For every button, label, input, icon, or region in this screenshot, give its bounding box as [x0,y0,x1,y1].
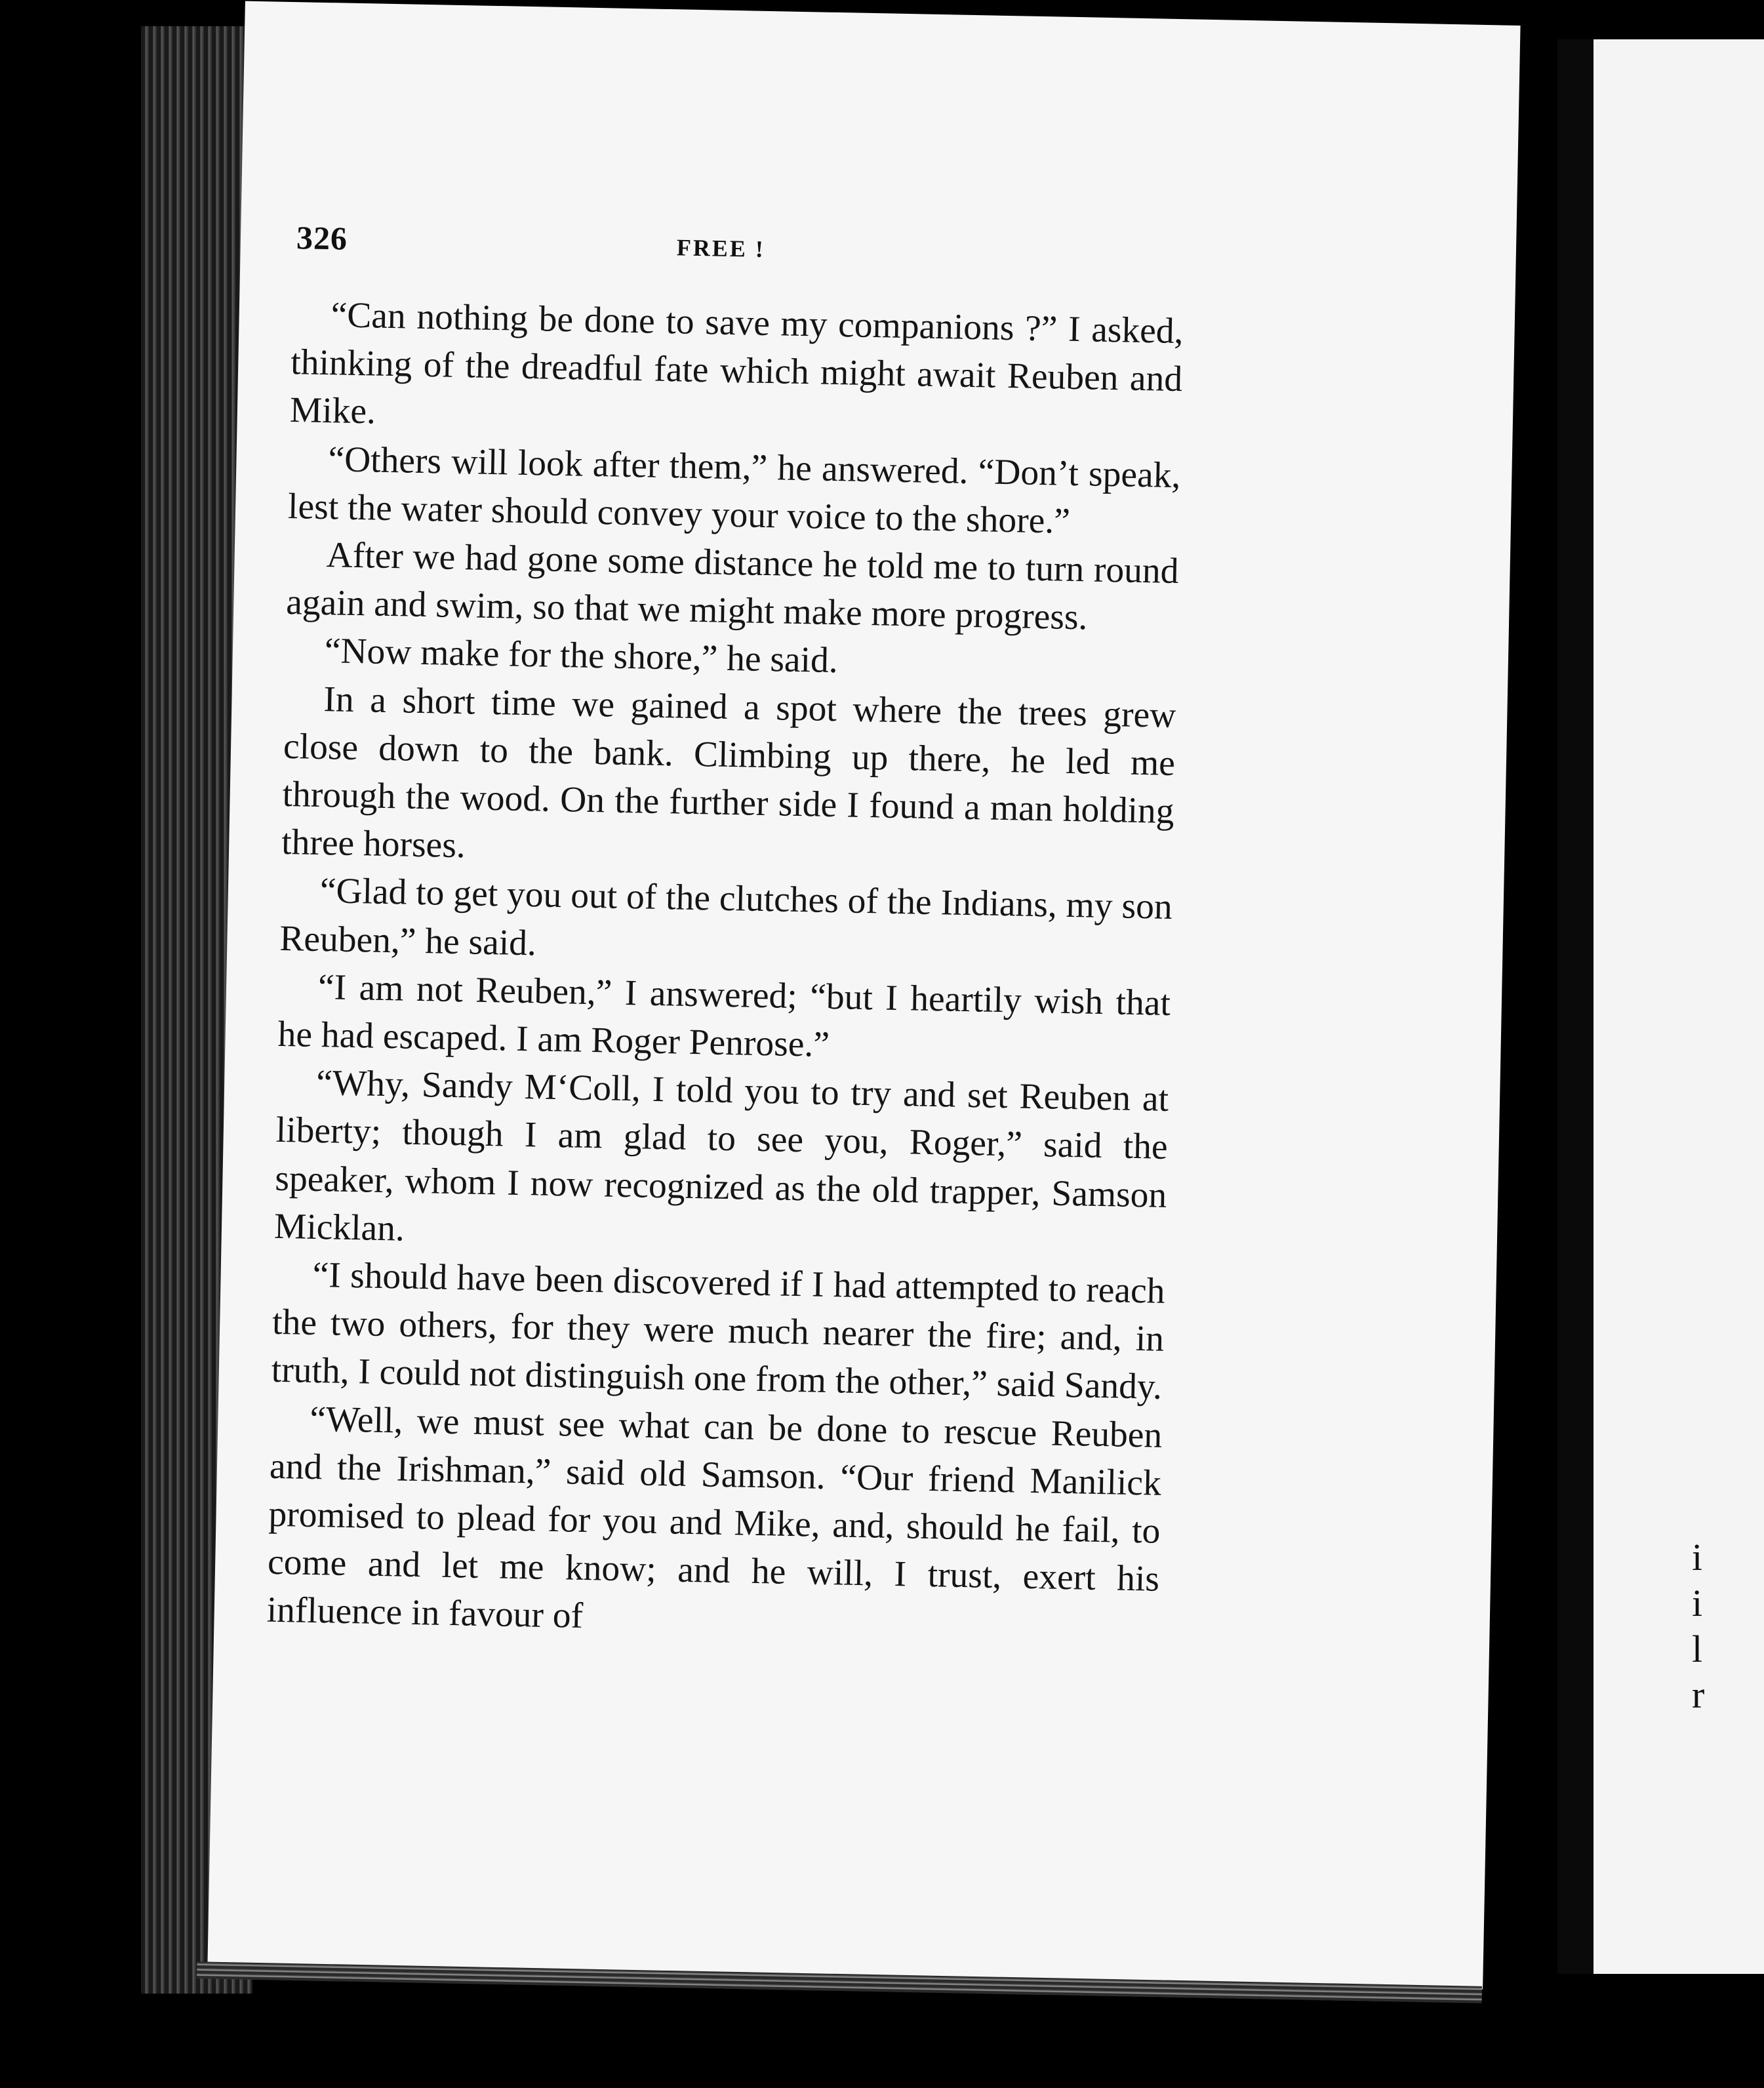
paragraph: “Now make for the shore,” he said. [324,631,839,681]
facing-page-text-fragment: i i l r [1692,1536,1705,1716]
facing-page [1557,39,1764,1974]
paragraph: “Why, Sandy M‘Coll, I told you to try and set Reuben at liberty; though I am glad to see you, Roger,” said the speaker, whom I now recognized as the old trapper, Samson Micklan. [273,1063,1169,1249]
paragraph: “I am not Reuben,” I answered; “but I heartily wish that he had escaped. I am Roger Penrose.” [277,967,1171,1066]
paragraph: “Can nothing be done to save my companions ?” I asked, thinking of the dreadful fate which might await Reuben and Mike. [289,295,1184,432]
paragraph: “Others will look after them,” he answered. “Don’t speak, lest the water should convey your voice to the shore.” [287,439,1181,542]
body-text [266,291,1184,1651]
paragraph: “Glad to get you out of the clutches of the Indians, my son Reuben,” he said. [279,871,1173,964]
page-number: 326 [296,219,348,257]
paragraph: After we had gone some distance he told me to turn round again and swim, so that we might make more progress. [285,535,1180,638]
paragraph: “I should have been discovered if I had attempted to reach the two others, for they were much nearer the fire; and, in truth, I could not distinguish one from the other,” said Sandy. [271,1255,1165,1408]
running-head [296,218,1214,282]
paragraph: In a short time we gained a spot where the trees grew close down to the bank. Climbing up there, he led me through the wood. On the further side I found a man holding three horses. [281,679,1176,866]
paragraph: “Well, we must see what can be done to rescue Reuben and the Irishman,” said old Samson. “Our friend Manilick promised to plead for you and Mike, and, should he fail, to come and let me know; and he will, I trust, exert his influence in favour of [266,1399,1163,1637]
running-head-title: FREE ! [676,234,766,262]
book-page [207,1,1520,1990]
